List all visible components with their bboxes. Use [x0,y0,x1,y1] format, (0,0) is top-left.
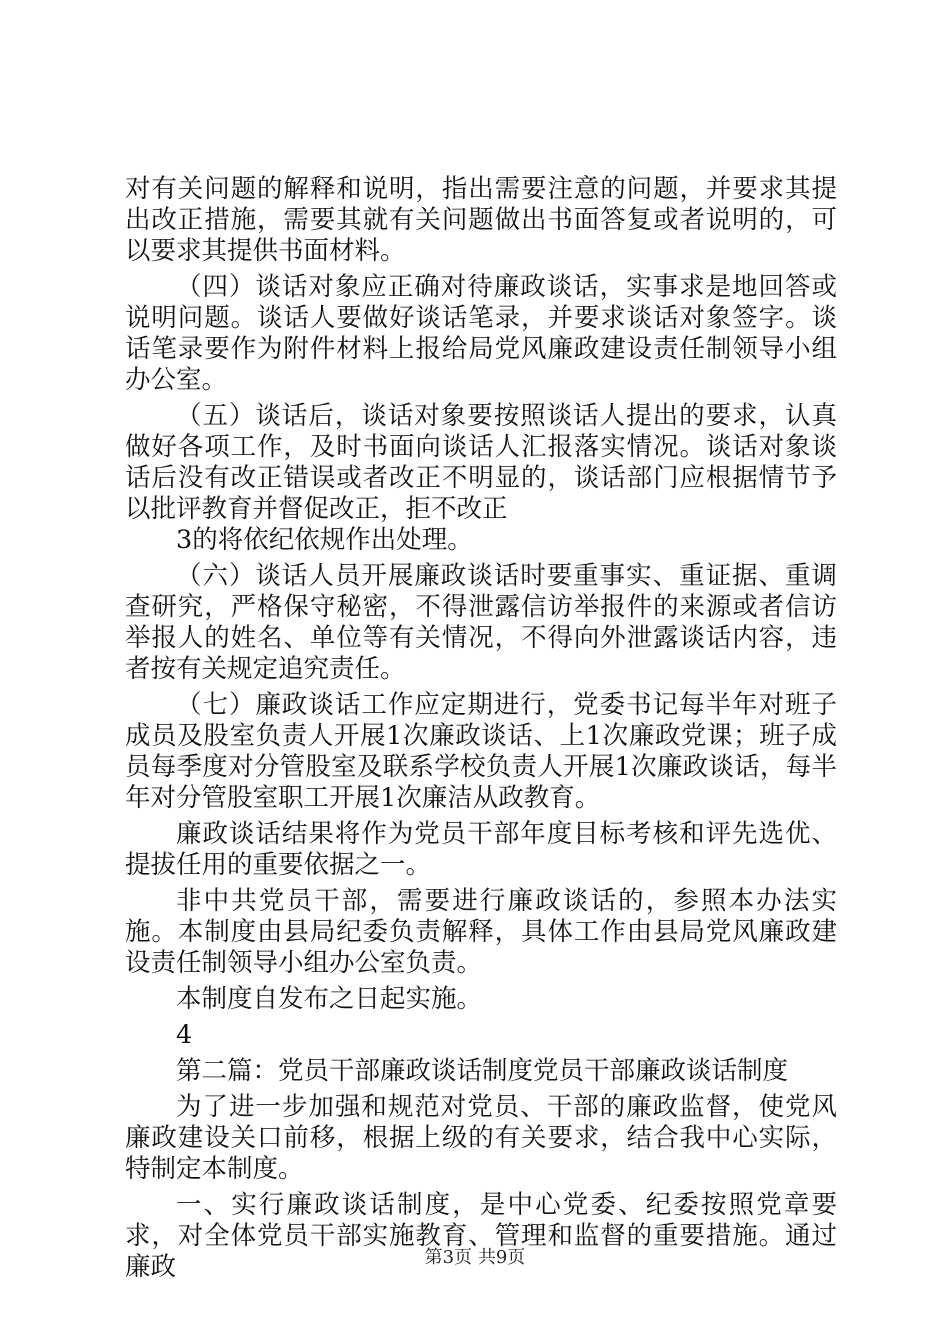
paragraph-results: 廉政谈话结果将作为党员干部年度目标考核和评先选优、提拔任用的重要依据之一。 [125,819,837,880]
paragraph-non-party: 非中共党员干部，需要进行廉政谈话的，参照本办法实施。本制度由县局纪委负责解释，具体工作由县局党风廉政建设责任制领导小组办公室负责。 [125,886,837,978]
paragraph-item-7: （七）廉政谈话工作应定期进行，党委书记每半年对班子成员及股室负责人开展1次廉政谈话、上1次廉政党课；班子成员每季度对分管股室及联系学校负责人开展1次廉政谈话，每半年对分管股室职工开展1次廉洁从政教育。 [125,690,837,813]
paragraph-article-1: 一、实行廉政谈话制度，是中心党委、纪委按照党章要求，对全体党员干部实施教育、管理和监督的重要措施。通过廉政 [125,1190,837,1282]
paragraph-item-5-tail: 3的将依纪依规作出处理。 [176,525,473,555]
paragraph-item-6: （六）谈话人员开展廉政谈话时要重事实、重证据、重调查研究，严格保守秘密，不得泄露信访举报件的来源或者信访举报人的姓名、单位等有关情况，不得向外泄露谈话内容，违者按有关规定追究责任。 [125,561,837,684]
page-number-inline: 4 [176,1020,193,1050]
document-body [125,174,837,1288]
section-heading: 第二篇：党员干部廉政谈话制度党员干部廉政谈话制度 [176,1056,789,1086]
paragraph-effective: 本制度自发布之日起实施。 [176,984,483,1014]
paragraph-item-4: （四）谈话对象应正确对待廉政谈话，实事求是地回答或说明问题。谈话人要做好谈话笔录，并要求谈话对象签字。谈话笔录要作为附件材料上报给局党风廉政建设责任制领导小组办公室。 [125,272,837,395]
page-footer: 第3页 共9页 [424,1247,526,1268]
paragraph-purpose: 为了进一步加强和规范对党员、干部的廉政监督，使党风廉政建设关口前移，根据上级的有关要求，结合我中心实际，特制定本制度。 [125,1092,837,1184]
paragraph-item-5: （五）谈话后，谈话对象要按照谈话人提出的要求，认真做好各项工作，及时书面向谈话人汇报落实情况。谈话对象谈话后没有改正错误或者改正不明显的，谈话部门应根据情节予以批评教育并督促改正，拒不改正 [125,401,837,524]
paragraph-continuation: 对有关问题的解释和说明，指出需要注意的问题，并要求其提出改正措施，需要其就有关问题做出书面答复或者说明的，可以要求其提供书面材料。 [125,174,837,266]
